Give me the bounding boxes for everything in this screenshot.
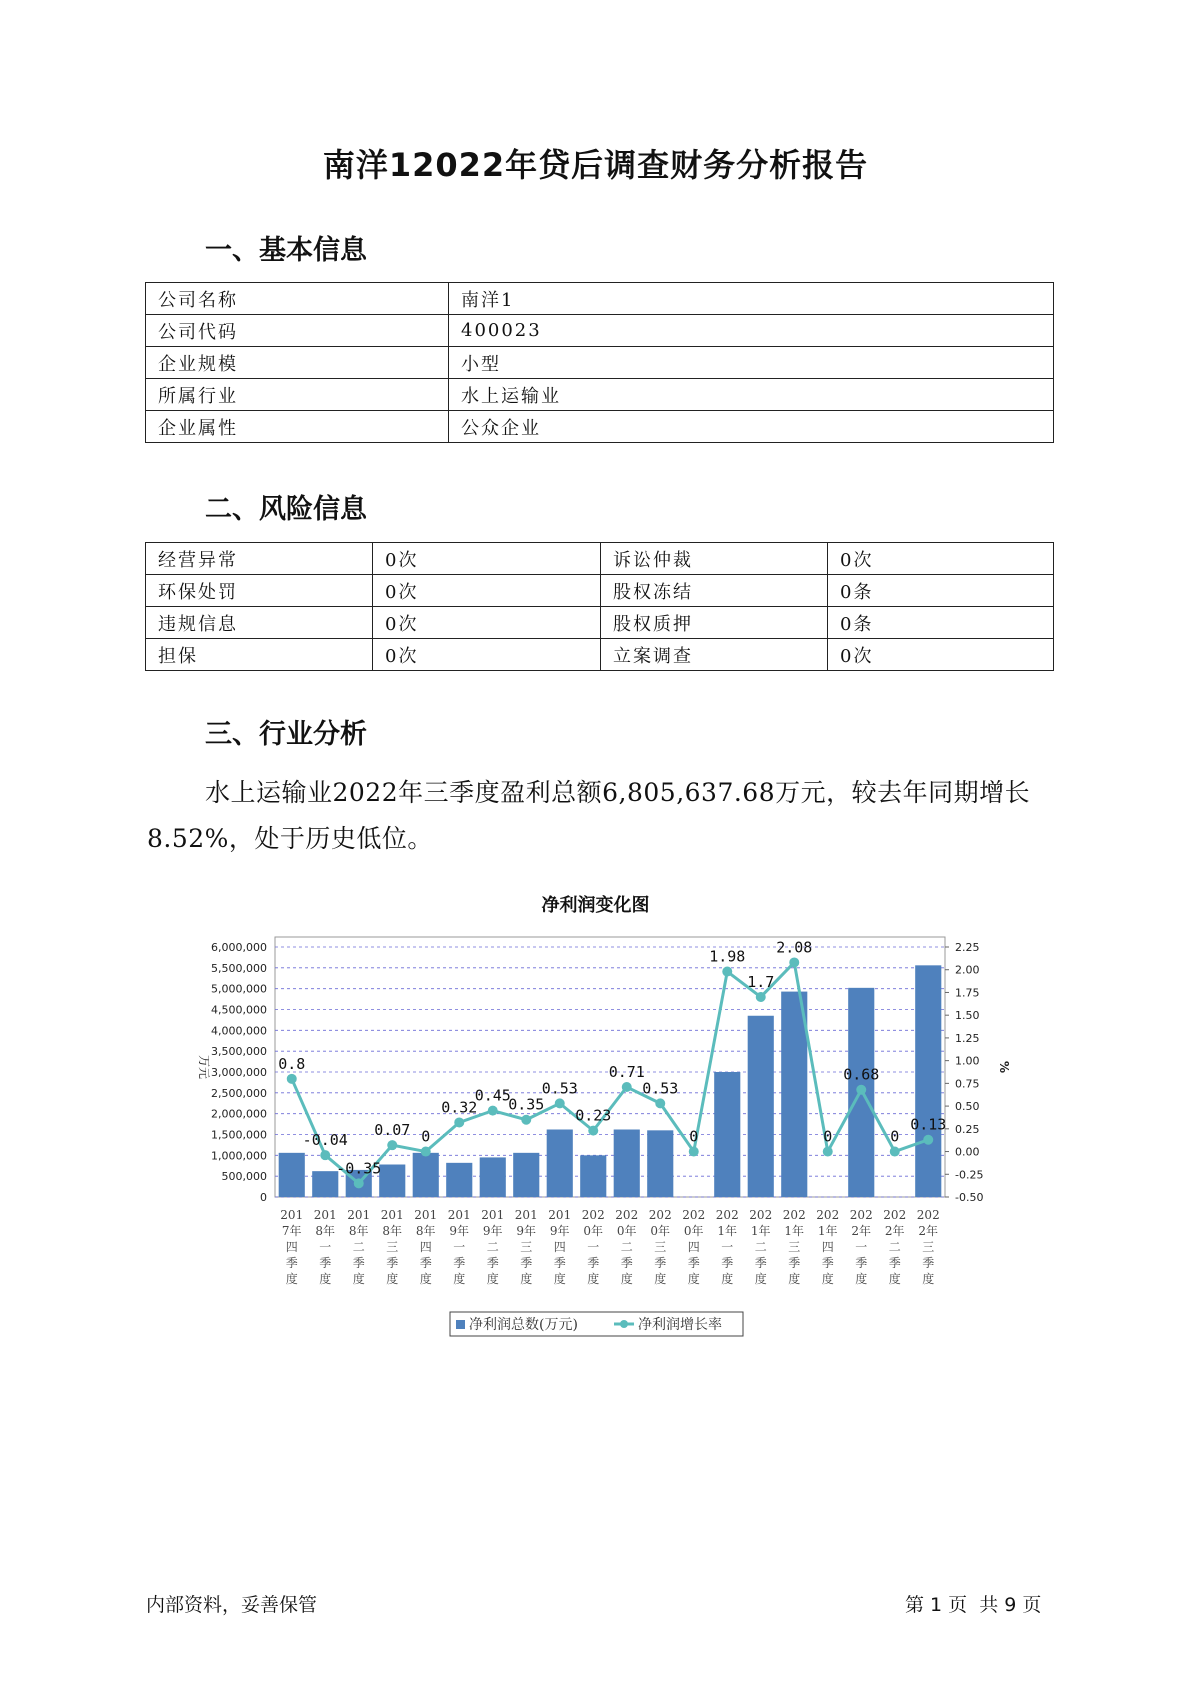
section-heading-basic-info: 一、基本信息	[205, 235, 367, 266]
x-tick-label: 201 7年四季度	[280, 1208, 304, 1286]
table-row	[146, 347, 1054, 379]
page-number: 第 1 页 共 9 页	[905, 1594, 1042, 1616]
table-row	[146, 607, 1054, 639]
growth-rate-point	[320, 1150, 330, 1160]
x-tick-label: 202 2年三季度	[916, 1208, 940, 1286]
growth-rate-point	[454, 1117, 464, 1127]
y2-tick-label: 0.75	[955, 1077, 980, 1091]
data-label: 2.08	[776, 938, 813, 957]
data-label: 1.98	[709, 947, 746, 966]
x-tick-label: 202 1年二季度	[749, 1208, 773, 1286]
table-row	[146, 283, 1054, 315]
row-label: 企业属性	[146, 411, 449, 443]
y2-axis-title: %	[997, 1060, 1011, 1074]
risk-label: 股权质押	[601, 607, 828, 639]
y-tick-label: 2,000,000	[211, 1107, 267, 1121]
bar	[915, 965, 941, 1197]
data-label: 1.7	[747, 973, 775, 991]
y-tick-label: 1,000,000	[211, 1149, 267, 1163]
y-tick-label: 6,000,000	[211, 941, 267, 954]
growth-rate-point	[622, 1082, 632, 1092]
risk-label: 违规信息	[146, 607, 373, 639]
y-tick-label: 3,000,000	[211, 1066, 267, 1079]
y-tick-label: 0	[260, 1191, 267, 1204]
data-label: 0.53	[642, 1079, 679, 1098]
growth-rate-point	[588, 1126, 598, 1136]
risk-value: 0次	[373, 607, 601, 639]
risk-info-table	[145, 542, 1054, 671]
x-tick-label: 201 8年四季度	[414, 1208, 438, 1286]
data-label: 0.45	[474, 1086, 511, 1105]
row-label: 公司名称	[146, 283, 449, 315]
data-label: 0	[689, 1127, 699, 1146]
y-tick-label: 4,500,000	[211, 1003, 267, 1017]
row-value: 南洋1	[449, 283, 1054, 315]
y2-tick-label: 1.25	[955, 1031, 980, 1045]
data-label: 0.23	[575, 1106, 612, 1125]
legend-label-line: 净利润增长率	[638, 1317, 722, 1333]
y2-tick-label: 1.00	[955, 1054, 980, 1068]
y2-tick-label: 0.50	[955, 1100, 980, 1114]
bar	[748, 1016, 774, 1197]
bar	[279, 1153, 305, 1197]
y2-tick-label: -0.25	[955, 1168, 984, 1182]
y-tick-label: 3,500,000	[211, 1045, 267, 1059]
table-row	[146, 379, 1054, 411]
growth-rate-point	[555, 1098, 565, 1108]
data-label: 0	[823, 1127, 833, 1146]
y2-tick-label: 2.00	[955, 963, 980, 977]
risk-value: 0条	[828, 607, 1054, 639]
data-label: -0.35	[336, 1159, 382, 1178]
y-tick-label: 2,500,000	[211, 1086, 267, 1100]
legend-label-bars: 净利润总数(万元)	[469, 1317, 578, 1333]
row-value: 公众企业	[449, 411, 1054, 443]
x-tick-label: 202 0年四季度	[682, 1208, 706, 1286]
data-label: 0.13	[910, 1115, 947, 1134]
industry-analysis-paragraph: 水上运输业2022年三季度盈利总额6,805,637.68万元，较去年同期增长8.52%，处于历史低位。	[147, 778, 1031, 853]
growth-rate-point	[287, 1074, 297, 1084]
bar	[379, 1165, 405, 1198]
basic-info-table	[145, 282, 1054, 443]
row-value: 400023	[449, 315, 1054, 347]
x-tick-label: 202 1年四季度	[816, 1208, 840, 1286]
risk-value: 0次	[828, 543, 1054, 575]
risk-value: 0次	[373, 543, 601, 575]
section-heading-industry-analysis: 三、行业分析	[205, 719, 367, 750]
risk-label: 立案调查	[601, 639, 828, 671]
growth-rate-point	[689, 1147, 699, 1157]
growth-rate-point	[655, 1098, 665, 1108]
y2-tick-label: 2.25	[955, 941, 980, 954]
chart-title: 净利润变化图	[541, 895, 650, 916]
bar	[312, 1171, 338, 1197]
table-row	[146, 543, 1054, 575]
growth-rate-point	[923, 1135, 933, 1145]
x-tick-label: 201 9年一季度	[447, 1208, 471, 1286]
row-value: 小型	[449, 347, 1054, 379]
table-row	[146, 639, 1054, 671]
x-tick-label: 201 9年三季度	[514, 1208, 538, 1286]
bar	[446, 1163, 472, 1197]
x-tick-label: 201 8年三季度	[380, 1208, 404, 1286]
bar	[413, 1153, 439, 1197]
growth-rate-point	[756, 992, 766, 1002]
legend-swatch-bars	[456, 1320, 465, 1329]
y-tick-label: 500,000	[221, 1170, 267, 1184]
bar	[580, 1155, 606, 1197]
growth-rate-point	[387, 1140, 397, 1150]
risk-label: 担保	[146, 639, 373, 671]
growth-rate-point	[823, 1147, 833, 1157]
risk-value: 0次	[373, 575, 601, 607]
legend-swatch-point	[620, 1320, 628, 1328]
bar	[614, 1130, 640, 1198]
x-tick-label: 201 9年四季度	[548, 1208, 572, 1286]
x-tick-label: 201 8年二季度	[347, 1208, 371, 1286]
risk-value: 0次	[828, 639, 1054, 671]
x-tick-label: 202 1年三季度	[782, 1208, 806, 1286]
risk-label: 股权冻结	[601, 575, 828, 607]
risk-label: 诉讼仲裁	[601, 543, 828, 575]
net-profit-chart	[180, 920, 1011, 1350]
data-label: 0.32	[441, 1098, 478, 1117]
risk-value: 0次	[373, 639, 601, 671]
risk-value: 0条	[828, 575, 1054, 607]
section-heading-risk-info: 二、风险信息	[205, 494, 367, 525]
table-row	[146, 575, 1054, 607]
document-title: 南洋12022年贷后调查财务分析报告	[322, 146, 869, 184]
table-row	[146, 315, 1054, 347]
bar	[647, 1130, 673, 1197]
footer-note: 内部资料，妥善保管	[146, 1594, 318, 1616]
x-tick-label: 201 9年二季度	[481, 1208, 505, 1286]
y2-tick-label: 1.75	[955, 986, 980, 1000]
y-tick-label: 5,000,000	[211, 982, 267, 996]
y2-tick-label: 0.25	[955, 1122, 980, 1136]
growth-rate-point	[722, 967, 732, 977]
data-label: 0.71	[608, 1063, 645, 1081]
row-value: 水上运输业	[449, 379, 1054, 411]
data-label: 0.35	[508, 1095, 545, 1114]
row-label: 企业规模	[146, 347, 449, 379]
x-tick-label: 202 1年一季度	[715, 1208, 739, 1286]
growth-rate-point	[856, 1085, 866, 1095]
growth-rate-point	[421, 1147, 431, 1157]
x-tick-label: 202 0年二季度	[615, 1208, 639, 1286]
growth-rate-point	[488, 1106, 498, 1116]
y2-tick-label: 1.50	[955, 1009, 980, 1023]
x-tick-label: 202 2年一季度	[849, 1208, 873, 1286]
bar	[480, 1157, 506, 1197]
data-label: 0	[890, 1127, 900, 1146]
data-label: 0	[421, 1127, 431, 1146]
table-row	[146, 411, 1054, 443]
data-label: 0.8	[278, 1054, 306, 1073]
bar	[547, 1130, 573, 1198]
y-tick-label: 1,500,000	[211, 1128, 267, 1142]
data-label: 0.68	[843, 1065, 880, 1084]
bar	[714, 1072, 740, 1197]
y2-tick-label: 0.00	[955, 1145, 980, 1159]
x-tick-label: 202 0年一季度	[581, 1208, 605, 1286]
x-tick-label: 202 0年三季度	[648, 1208, 672, 1286]
y2-tick-label: -0.50	[955, 1191, 984, 1204]
row-label: 所属行业	[146, 379, 449, 411]
x-tick-label: 201 8年一季度	[313, 1208, 337, 1286]
y-tick-label: 4,000,000	[211, 1024, 267, 1038]
x-tick-label: 202 2年二季度	[883, 1208, 907, 1286]
data-label: 0.07	[374, 1121, 411, 1140]
y-axis-title: 万元	[197, 1054, 211, 1080]
growth-rate-point	[354, 1178, 364, 1188]
growth-rate-point	[789, 957, 799, 967]
growth-rate-point	[521, 1115, 531, 1125]
risk-label: 经营异常	[146, 543, 373, 575]
row-label: 公司代码	[146, 315, 449, 347]
data-label: 0.53	[541, 1079, 578, 1098]
risk-label: 环保处罚	[146, 575, 373, 607]
y-tick-label: 5,500,000	[211, 961, 267, 975]
bar	[513, 1153, 539, 1197]
growth-rate-point	[890, 1147, 900, 1157]
data-label: -0.04	[302, 1131, 348, 1150]
